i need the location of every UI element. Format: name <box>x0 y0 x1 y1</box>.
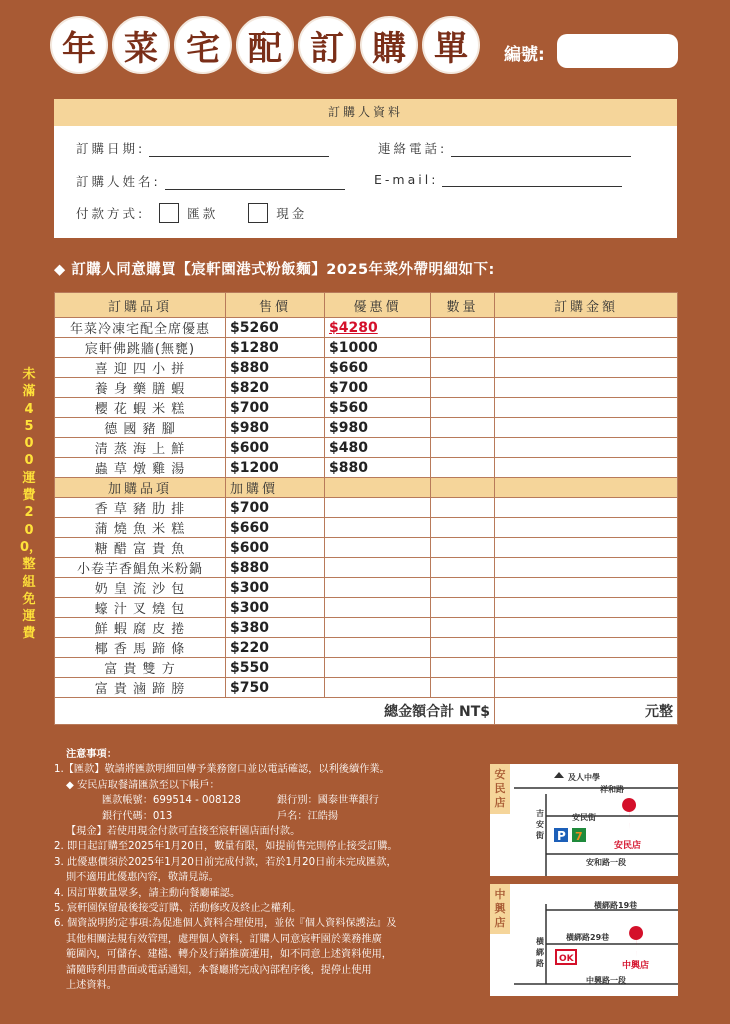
note-6d: 請隨時利用書面或電話通知，本餐廳將完成內部程序後，提停止使用 <box>66 964 372 976</box>
item-promo-price: $980 <box>325 418 431 438</box>
total-amount-input[interactable]: 元整 <box>495 698 678 725</box>
table-row <box>55 418 678 438</box>
addon-blank <box>325 678 431 698</box>
addon-header-item: 加購品項 <box>55 478 226 498</box>
table-row <box>55 438 678 458</box>
note-cash: 【現金】若使用現金付款可直接至宸軒園店面付款。 <box>66 826 301 838</box>
quantity-input[interactable] <box>431 418 495 438</box>
addon-name: 富 貴 雙 方 <box>55 658 226 678</box>
table-row <box>55 518 678 538</box>
table-row <box>55 658 678 678</box>
email-label: E-mail: <box>374 172 439 187</box>
agreement-statement: ◆ 訂購人同意購買【宸軒園港式粉飯麵】2025年菜外帶明細如下: <box>54 262 495 278</box>
quantity-input[interactable] <box>431 458 495 478</box>
addon-price: $880 <box>226 558 325 578</box>
item-promo-price: $880 <box>325 458 431 478</box>
table-row <box>55 538 678 558</box>
amount-input[interactable] <box>495 338 678 358</box>
table-row <box>55 338 678 358</box>
item-price: $700 <box>226 398 325 418</box>
table-row <box>55 358 678 378</box>
order-form-title <box>50 16 480 74</box>
amount-input[interactable] <box>495 678 678 698</box>
road-label: 祥和路 <box>600 785 624 794</box>
addon-price: $300 <box>226 578 325 598</box>
quantity-input[interactable] <box>431 318 495 338</box>
col-header-qty: 數量 <box>431 293 495 318</box>
road-label: 安民街 <box>572 813 596 822</box>
payment-label: 付款方式: <box>76 206 146 221</box>
amount-input[interactable] <box>495 518 678 538</box>
addon-name: 奶 皇 流 沙 包 <box>55 578 226 598</box>
note-6a: 6. 個資說明約定事項:為促進個人資料合理使用，並依『個人資料保護法』及 <box>54 918 397 930</box>
addon-header-price: 加購價 <box>226 478 325 498</box>
note-6e: 上述資料。 <box>66 980 117 992</box>
phone-field <box>378 139 631 157</box>
map-store-label: 安民店 <box>490 764 510 814</box>
notes-heading: 注意事項： <box>66 749 117 760</box>
quantity-input[interactable] <box>431 358 495 378</box>
col-header-promo: 優惠價 <box>325 293 431 318</box>
road-label: 安和路一段 <box>586 858 626 867</box>
addon-header-blank <box>431 478 495 498</box>
addon-name: 糖 醋 富 貴 魚 <box>55 538 226 558</box>
purchaser-info-panel <box>54 99 677 238</box>
item-name: 年菜冷凍宅配全席優惠 <box>55 318 226 338</box>
map-zhongxing-store <box>490 884 678 996</box>
addon-header-blank <box>325 478 431 498</box>
amount-input[interactable] <box>495 398 678 418</box>
title-char: 菜 <box>112 16 170 74</box>
addon-name: 富 貴 滷 蹄 膀 <box>55 678 226 698</box>
title-char: 購 <box>360 16 418 74</box>
addon-price: $660 <box>226 518 325 538</box>
note-4: 4. 因訂單數量眾多，請主動向餐廳確認。 <box>54 887 241 899</box>
title-char: 配 <box>236 16 294 74</box>
table-row <box>55 498 678 518</box>
quantity-input[interactable] <box>431 378 495 398</box>
quantity-input[interactable] <box>431 498 495 518</box>
title-char: 年 <box>50 16 108 74</box>
table-row <box>55 378 678 398</box>
item-promo-price: $1000 <box>325 338 431 358</box>
item-promo-price: $700 <box>325 378 431 398</box>
item-price: $5260 <box>226 318 325 338</box>
email-field <box>374 172 622 187</box>
amount-input[interactable] <box>495 578 678 598</box>
item-promo-price: $480 <box>325 438 431 458</box>
map-store-label: 中興店 <box>490 884 510 934</box>
road-label: 橫綁路 <box>536 937 544 968</box>
quantity-input[interactable] <box>431 678 495 698</box>
item-name: 養 身 藥 膳 蝦 <box>55 378 226 398</box>
quantity-input[interactable] <box>431 578 495 598</box>
table-row <box>55 578 678 598</box>
map-anmin-store <box>490 764 678 876</box>
note-6b: 其他相關法規有效管理，處理個人資料，訂購人同意宸軒園於業務推廣 <box>66 933 382 945</box>
total-label: 總金額合計 NT$ <box>55 698 495 725</box>
amount-input[interactable] <box>495 438 678 458</box>
road-label: 中興路一段 <box>586 976 626 985</box>
title-char: 單 <box>422 16 480 74</box>
addon-price: $600 <box>226 538 325 558</box>
table-row <box>55 598 678 618</box>
quantity-input[interactable] <box>431 538 495 558</box>
bank-name: 銀行別：國泰世華銀行 <box>277 795 379 807</box>
item-name: 喜 迎 四 小 拼 <box>55 358 226 378</box>
road-label: 吉安街 <box>536 809 544 840</box>
bank-transfer-checkbox[interactable] <box>159 203 179 223</box>
item-price: $880 <box>226 358 325 378</box>
order-date-input[interactable] <box>149 143 329 157</box>
bank-code: 銀行代碼：013 <box>102 810 173 822</box>
addon-blank <box>325 578 431 598</box>
account-name: 戶名：江皓揚 <box>277 810 339 822</box>
amount-input[interactable] <box>495 658 678 678</box>
store-pin-label: 中興店 <box>622 961 650 971</box>
table-header-row <box>55 293 678 318</box>
item-price: $1280 <box>226 338 325 358</box>
addon-header-blank <box>495 478 678 498</box>
note-3a: 3. 此優惠價須於2025年1月20日前完成付款，若於1月20日前未完成匯款， <box>54 856 397 868</box>
addon-price: $750 <box>226 678 325 698</box>
note-5: 5. 宸軒園保留最後接受訂購、活動修改及終止之權利。 <box>54 903 302 915</box>
quantity-input[interactable] <box>431 638 495 658</box>
note-1: 1.【匯款】敬請將匯款明細回傳予業務窗口並以電話確認，以利後續作業。 <box>54 764 390 776</box>
school-label: 及人中學 <box>568 773 600 782</box>
note-1b: ◆ 安民店取餐請匯款至以下帳戶： <box>66 779 220 791</box>
addon-name: 香 草 豬 肋 排 <box>55 498 226 518</box>
road-label: 橫綁路19巷 <box>594 901 638 910</box>
name-input[interactable] <box>165 176 345 190</box>
item-promo-price: $660 <box>325 358 431 378</box>
quantity-input[interactable] <box>431 598 495 618</box>
addon-name: 蠔 汁 叉 燒 包 <box>55 598 226 618</box>
amount-input[interactable] <box>495 598 678 618</box>
addon-blank <box>325 658 431 678</box>
note-3b: 則不適用此優惠內容，敬請見諒。 <box>66 872 219 884</box>
cash-checkbox[interactable] <box>248 203 268 223</box>
item-price: $600 <box>226 438 325 458</box>
amount-input[interactable] <box>495 318 678 338</box>
location-pin-icon <box>629 926 643 958</box>
addon-name: 蒲 燒 魚 米 糕 <box>55 518 226 538</box>
addon-name: 椰 香 馬 蹄 條 <box>55 638 226 658</box>
col-header-price: 售價 <box>226 293 325 318</box>
svg-text:OK: OK <box>559 954 574 964</box>
item-price: $820 <box>226 378 325 398</box>
bank-info-row <box>54 793 484 808</box>
email-input[interactable] <box>442 173 622 187</box>
table-row <box>55 638 678 658</box>
name-label: 訂購人姓名: <box>76 174 161 189</box>
note-6c: 範圍內，可儲存、建檔、轉介及行銷推廣運用，如不同意上述資料使用， <box>66 949 392 961</box>
amount-input[interactable] <box>495 418 678 438</box>
table-row <box>55 318 678 338</box>
road-label: 橫綁路29巷 <box>566 933 610 942</box>
item-price: $980 <box>226 418 325 438</box>
title-char: 宅 <box>174 16 232 74</box>
col-header-item: 訂購品項 <box>55 293 226 318</box>
account-number: 匯款帳號：699514 - 008128 <box>102 795 241 807</box>
cash-label: 現金 <box>276 206 308 221</box>
amount-input[interactable] <box>495 458 678 478</box>
item-price: $1200 <box>226 458 325 478</box>
addon-header-row <box>55 478 678 498</box>
amount-input[interactable] <box>495 358 678 378</box>
item-name: 宸軒佛跳牆(無甕) <box>55 338 226 358</box>
addon-name: 小卷芋香鯧魚米粉鍋 <box>55 558 226 578</box>
title-char: 訂 <box>298 16 356 74</box>
name-field <box>76 172 345 190</box>
addon-price: $550 <box>226 658 325 678</box>
addon-price: $700 <box>226 498 325 518</box>
table-row <box>55 678 678 698</box>
quantity-input[interactable] <box>431 398 495 418</box>
quantity-input[interactable] <box>431 438 495 458</box>
store-pin-label: 安民店 <box>614 841 642 851</box>
item-promo-price: $4280 <box>325 318 431 338</box>
amount-input[interactable] <box>495 498 678 518</box>
order-table <box>54 292 678 725</box>
order-date-label: 訂購日期: <box>76 141 146 156</box>
table-row <box>55 618 678 638</box>
table-row <box>55 458 678 478</box>
addon-blank <box>325 518 431 538</box>
serial-label: 編號: <box>504 45 545 65</box>
serial-number-field[interactable] <box>557 34 678 68</box>
bank-transfer-label: 匯款 <box>187 206 219 221</box>
amount-input[interactable] <box>495 538 678 558</box>
addon-price: $380 <box>226 618 325 638</box>
quantity-input[interactable] <box>431 558 495 578</box>
addon-blank <box>325 538 431 558</box>
phone-label: 連絡電話: <box>378 141 448 156</box>
svg-text:P: P <box>557 829 566 843</box>
quantity-input[interactable] <box>431 618 495 638</box>
amount-input[interactable] <box>495 378 678 398</box>
addon-blank <box>325 498 431 518</box>
location-pin-icon <box>622 798 636 830</box>
table-row <box>55 398 678 418</box>
note-2: 2. 即日起訂購至2025年1月20日，數量有限，如提前售完則停止接受訂購。 <box>54 841 398 853</box>
addon-blank <box>325 618 431 638</box>
school-icon <box>554 772 564 778</box>
item-promo-price: $560 <box>325 398 431 418</box>
amount-input[interactable] <box>495 638 678 658</box>
addon-blank <box>325 558 431 578</box>
addon-name: 鮮 蝦 腐 皮 捲 <box>55 618 226 638</box>
purchaser-info-heading: 訂購人資料 <box>54 99 677 126</box>
quantity-input[interactable] <box>431 518 495 538</box>
addon-price: $300 <box>226 598 325 618</box>
amount-input[interactable] <box>495 618 678 638</box>
addon-blank <box>325 638 431 658</box>
notes-section <box>54 747 484 994</box>
item-name: 德 國 豬 腳 <box>55 418 226 438</box>
item-name: 櫻 花 蝦 米 糕 <box>55 398 226 418</box>
addon-blank <box>325 598 431 618</box>
order-date-field <box>76 139 329 157</box>
shipping-note: 未滿4500運費200，整組免運費 <box>20 367 43 642</box>
phone-input[interactable] <box>451 143 631 157</box>
bank-info-row <box>54 809 484 824</box>
amount-input[interactable] <box>495 558 678 578</box>
payment-method-row <box>76 203 307 223</box>
item-name: 蟲 草 燉 雞 湯 <box>55 458 226 478</box>
quantity-input[interactable] <box>431 338 495 358</box>
total-row <box>55 698 678 725</box>
table-row <box>55 558 678 578</box>
item-name: 清 蒸 海 上 鮮 <box>55 438 226 458</box>
quantity-input[interactable] <box>431 658 495 678</box>
addon-price: $220 <box>226 638 325 658</box>
col-header-amount: 訂購金額 <box>495 293 678 318</box>
svg-text:7: 7 <box>575 830 583 843</box>
